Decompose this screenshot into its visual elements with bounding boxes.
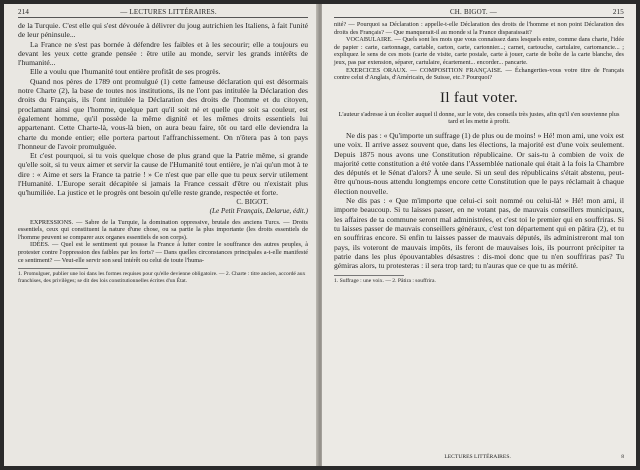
chapter-intro: L'auteur s'adresse à un écolier auquel il donne, sur le vote, des conseils très justes, afin qu'il s'en souvienne plus tard et les mette à profit. — [338, 110, 620, 126]
left-page — [4, 4, 318, 466]
vocabulary-exercise: VOCABULAIRE. — Quels sont les mots que vous connaissez dans lesquels entre, comme dans charte, l'idée de papier : carte, cartonnage, cartable, carton, carte, cartonnier...; carnet, cartouche, cartulaire, cartomancie... ; expliquez le sens de ces mots (carte de visite, carte postale, carte à jouer, carte de boîte de la carte blanche, des jeux, pas par extension, séparer, cartulaire, écartement... encorder... pancarte. — [334, 36, 624, 66]
footnotes: 1. Promulguer, publier une loi dans les formes requises pour qu'elle devienne obligatoire. — 2. Charte : titre ancien, accordé aux franchises, des privilèges; se dit des lois constitutionnelles écrites d'un État. — [18, 271, 306, 284]
paragraph: Ne dis pas : « Que m'importe que celui-ci soit nommé ou celui-là! » Hé! mon ami, il importe beaucoup. Si tu laisses passer, en ne votant pas, de mauvais conseillers municipaux, les affaires de ta commune seront mal administrées, et c'est toi le premier qui en souffriras. Si tu laisses passer de mauvais conseillers généraux, c'est ton département qui en pâtira (2), et tu en souffriras encore. Si enfin tu laisses passer de mauvais députés, ils administreront mal ton pays, ils voteront de mauvais impôts, ils feront de mauvaises lois, ils pourront précipiter ta patrie dans les plus épouvantables désastres : dis-moi donc que tu n'en souffriras pas? Tu gémiras alors, tu protesteras : il sera trop tard; tu n'auras que ce que tu as mérité. — [334, 196, 624, 271]
paragraph: Et c'est pourquoi, si tu vois quelque chose de plus grand que la Patrie même, si grande qu'elle soit, si tu veux aimer et servir la cause de l'Humanité tout entière, je n'ai qu'un mot à te dire : « Aime et sers la France ta patrie ! » Ce n'est que par elle que tu peux servir utilement l'Humanité. L'Europe serait décapitée si jamais la France cessait d'être ou n'existait plus qu'humiliée. La justice et le progrès ont besoin qu'elle reste grande, respectée et forte. — [18, 151, 308, 198]
footnote-rule — [18, 268, 88, 269]
page-number: 214 — [18, 8, 30, 16]
signature-block — [18, 198, 308, 216]
book-spread — [4, 4, 636, 466]
exercise-ideas: IDÉES. — Quel est le sentiment qui pousse la France à lutter contre le souffrance des autres peuples, à protester contre l'oppression des faibles par les forts? — Dans quelles circonstances principales a-t-elle manifesté ce sentiment? — Veut-elle servir son seul intérêt ou celui de toute l'huma- — [18, 241, 308, 264]
running-header-left — [18, 8, 308, 18]
running-title: — LECTURES LITTÉRAIRES. — [120, 8, 217, 16]
oral-exercise: EXERCICES ORAUX. — COMPOSITION FRANÇAISE. — Échangerties-vous votre titre de Français contre celui d'Anglais, d'Américain, de Suisse, etc.? Pourquoi? — [334, 66, 624, 82]
footnotes: 1. Suffrage : une voix. — 2. Pâtira : souffrira. — [334, 278, 436, 285]
book-title: LECTURES LITTÉRAIRES. — [444, 454, 511, 460]
source-citation: (Le Petit Français, Delarue, édit.) — [209, 206, 308, 215]
signature-mark: 8 — [621, 454, 624, 460]
running-title: CH. BIGOT. — — [449, 8, 497, 16]
author-name: C. BIGOT. — [236, 197, 268, 206]
exercise-expressions: EXPRESSIONS. — Sabre de la Turquie, la domination oppressive, brutale des anciens Turcs. — Droits essentiels, ceux qui constituent la nature d'une chose, ou sa partie la plus importante (les droits essentiels de l'homme peuvent se comparer aux organes essentiels de son corps). — [18, 218, 308, 241]
paragraph: Ne dis pas : « Qu'importe un suffrage (1) de plus ou de moins! » Hé! mon ami, une voix est une voix. Il arrive assez souvent que, dans les élections, la majorité est d'une voix seulement. Depuis 1875 nous avons une Constitution républicaine. Or sais-tu à combien de voix de majorité cette constitution a été votée dans l'Assemblée nationale qui était à la fois la Chambre des députés et le Sénat d'alors? À une seule. Si un seul des républicains s'était abstenu, peut-être qu'nous-nous attendu longtemps encore cette Constitution que le pays réclamait à chaque élection nouvelle. — [334, 130, 624, 196]
right-page — [322, 4, 636, 466]
paragraph: Quand nos pères de 1789 ont promulgué (1) cette fameuse déclaration qui est désormais notre Charte (2), la base de toutes nos institutions, ils ne l'ont pas intitulée la Déclaration des droits du Français, ils l'ont intitulée la Déclaration des droits de l'homme et du citoyen, proclamant ainsi que l'homme, quelque part qu'il soit né et quelle que soit sa couleur, est également homme, qu'il possède la même dignité et les mêmes droits essentiels lui appartenant. Cette Charte-là, vous-là bien, on aura beau faire, tôt ou tard elle deviendra la charte du monde entier; elle portera partout l'affranchissement. On n'ôtera pas à ton pays l'honneur de l'avoir promulguée. — [18, 76, 308, 151]
running-header-right — [334, 8, 624, 18]
page-number: 215 — [612, 8, 624, 16]
paragraph: de la Turquie. C'est elle qui s'est dévouée à délivrer du joug autrichien les Italiens, à fait l'unité de leur péninsule... — [18, 21, 308, 40]
chapter-title: Il faut voter. — [440, 89, 518, 106]
paragraph: Elle a voulu que l'humanité tout entière profitât de ses progrès. — [30, 67, 221, 77]
question-continuation: nité? — Pourquoi sa Déclaration : appelle-t-elle Déclaration des droits de l'homme et non point Déclaration des droits des Français? — Que manquerait-il au monde si la France disparaissait? — [334, 21, 624, 36]
paragraph: La France ne s'est pas bornée à défendre les faibles et à les secourir; elle a toujours eu devant les yeux cette grande pensée : être utile au monde, servir les grands intérêts de l'humanité... — [18, 39, 308, 68]
page-footer — [334, 454, 624, 460]
footnote-rule — [334, 275, 404, 276]
